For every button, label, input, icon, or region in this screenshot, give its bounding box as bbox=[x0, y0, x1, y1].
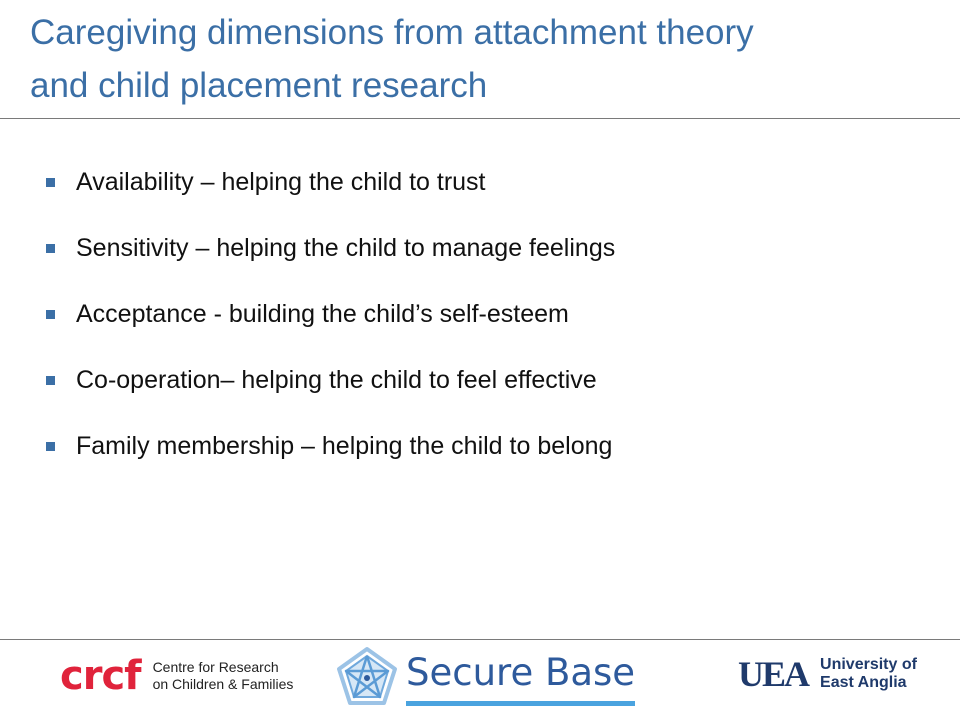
title-line-2: and child placement research bbox=[30, 66, 488, 105]
secure-base-wordmark: Secure Base bbox=[406, 654, 635, 706]
bullet-text: Family membership – helping the child to belong bbox=[76, 431, 613, 460]
title-line-1: Caregiving dimensions from attachment theory bbox=[30, 13, 754, 52]
title-divider bbox=[0, 118, 960, 119]
bullet-text: Co-operation– helping the child to feel effective bbox=[76, 365, 597, 394]
secure-base-logo bbox=[336, 646, 635, 713]
bullet-item-acceptance bbox=[46, 292, 615, 336]
square-bullet-icon bbox=[46, 310, 55, 319]
square-bullet-icon bbox=[46, 442, 55, 451]
crcf-caption-line-2: on Children & Families bbox=[152, 676, 294, 692]
bullet-list bbox=[46, 160, 615, 490]
crcf-caption-line-1: Centre for Research bbox=[152, 659, 279, 675]
square-bullet-icon bbox=[46, 178, 55, 187]
bullet-text: Acceptance - building the child’s self-esteem bbox=[76, 299, 569, 328]
pentagon-star-logo-icon bbox=[336, 646, 398, 713]
crcf-logo bbox=[60, 653, 294, 699]
uea-logo bbox=[738, 656, 917, 692]
bullet-item-family-membership bbox=[46, 424, 615, 468]
slide-title bbox=[30, 6, 940, 112]
uea-monogram: UEA bbox=[738, 654, 809, 694]
bullet-item-sensitivity bbox=[46, 226, 615, 270]
square-bullet-icon bbox=[46, 376, 55, 385]
bullet-text: Availability – helping the child to trust bbox=[76, 167, 486, 196]
footer-divider bbox=[0, 639, 960, 640]
uea-caption bbox=[820, 656, 917, 692]
square-bullet-icon bbox=[46, 244, 55, 253]
uea-caption-line-1: University of bbox=[820, 656, 917, 673]
bullet-item-availability bbox=[46, 160, 615, 204]
crcf-caption bbox=[153, 659, 294, 693]
crcf-wordmark: crcf bbox=[60, 653, 141, 699]
uea-caption-line-2: East Anglia bbox=[820, 674, 907, 691]
bullet-item-cooperation bbox=[46, 358, 615, 402]
bullet-text: Sensitivity – helping the child to manage feelings bbox=[76, 233, 616, 262]
